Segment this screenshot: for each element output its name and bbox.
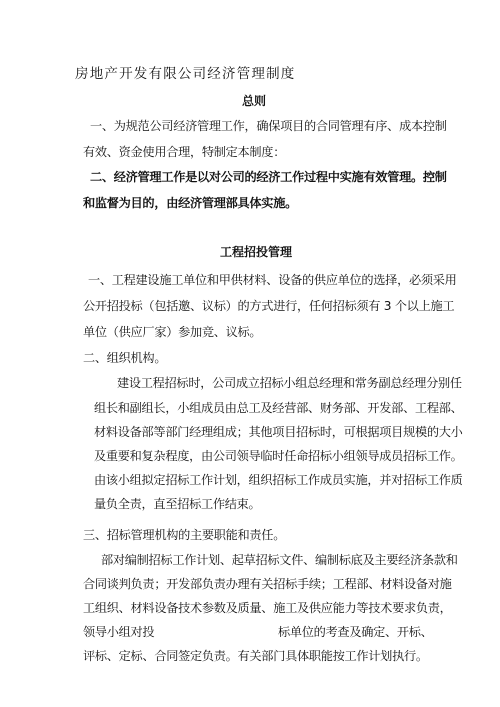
text-line: 二、组织机构。	[83, 351, 167, 365]
section-heading-general: 总则	[242, 94, 267, 108]
text-line: 合同谈判负责；开发部负责办理有关招标手续；工程部、材料设备对施	[83, 577, 452, 591]
text-line: 有效、资金使用合理，特制定本制度：	[83, 145, 286, 159]
text-line: 一、为规范公司经济管理工作，确保项目的合同管理有序、成本控制	[90, 119, 447, 133]
text-line: 量负全责，直至招标工作结束。	[94, 497, 261, 511]
text-line: 由该小组拟定招标工作计划，组织招标工作成员实施，并对招标工作质	[94, 473, 463, 487]
text-line: 工组织、材料设备技术参数及质量、施工及供应能力等技术要求负责，	[83, 601, 452, 615]
text-line: 三、招标管理机构的主要职能和责任。	[83, 528, 286, 542]
text-line: 材料设备部等部门经理组成；其他项目招标时，可根据项目规模的大小	[94, 425, 463, 439]
text-line: 领导小组对投	[83, 625, 155, 639]
text-line: 评标、定标、合同签定负责。有关部门具体职能按工作计划执行。	[83, 649, 428, 663]
text-line: 部对编制招标工作计划、起草招标文件、编制标底及主要经济条款和	[101, 553, 458, 567]
text-line: 标单位的考查及确定、开标、	[278, 625, 433, 639]
text-line: 二、经济管理工作是以对公司的经济工作过程中实施有效管理。控制	[90, 170, 447, 184]
text-line: 单位（供应厂家）参加竞、议标。	[83, 325, 262, 339]
text-line: 组长和副组长，小组成员由总工及经营部、财务部、开发部、工程部、	[94, 401, 463, 415]
section-heading-bidding: 工程招投管理	[220, 245, 293, 259]
text-line: 公开招投标（包括邀、议标）的方式进行，任何招标须有 3 个以上施工	[83, 299, 455, 313]
text-line: 和监督为目的，由经济管理部具体实施。	[83, 196, 297, 210]
text-line: 建设工程招标时，公司成立招标小组总经理和常务副总经理分别任	[117, 376, 462, 390]
text-line: 一、工程建设施工单位和甲供材料、设备的供应单位的选择，必须采用	[88, 273, 457, 287]
text-line: 及重要和复杂程度，由公司领导临时任命招标小组领导成员招标工作。	[94, 449, 463, 463]
document-title: 房地产开发有限公司经济管理制度	[75, 66, 296, 82]
